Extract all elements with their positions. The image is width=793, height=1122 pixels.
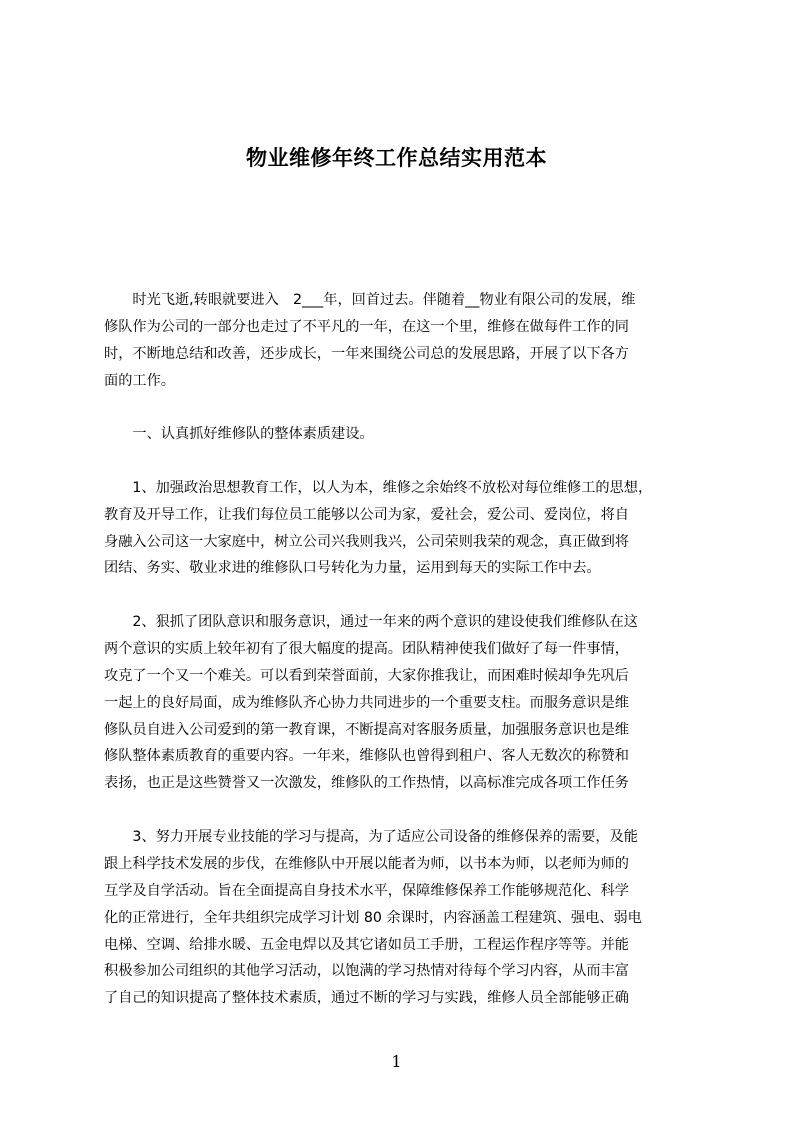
paragraph-line: 修队整体素质教育的重要内容。一年来，维修队也曾得到租户、客人无数次的称赞和 <box>104 748 629 764</box>
section-heading: 一、认真抓好维修队的整体素质建设。 <box>104 426 374 442</box>
paragraph-line: 两个意识的实质上较年初有了很大幅度的提高。团队精神使我们做好了每一件事情， <box>104 641 629 657</box>
paragraph-line: 1、加强政治思想教育工作，以人为本，维修之余始终不放松对每位维修工的思想， <box>104 480 653 496</box>
paragraph-line: 教育及开导工作，让我们每位员工能够以公司为家，爱社会，爱公司、爱岗位，将自 <box>104 507 629 523</box>
paragraph-line: 3、努力开展专业技能的学习与提高，为了适应公司设备的维修保养的需要，及能 <box>104 829 638 845</box>
paragraph-line: 了自己的知识提高了整体技术素质，通过不断的学习与实践，维修人员全部能够正确 <box>104 990 629 1006</box>
paragraph-line: 一起上的良好局面，成为维修队齐心协力共同进步的一个重要支柱。而服务意识是维 <box>104 695 629 711</box>
page-number: 1 <box>391 1052 402 1071</box>
paragraph-line: 团结、务实、敬业求进的维修队口号转化为力量，运用到每天的实际工作中去。 <box>104 560 601 576</box>
document-title: 物业维修年终工作总结实用范本 <box>246 146 547 170</box>
paragraph-line: 电梯、空调、给排水暖、五金电焊以及其它诸如员工手册，工程运作程序等等。并能 <box>104 937 629 953</box>
paragraph-line: 积极参加公司组织的其他学习活动，以饱满的学习热情对待每个学习内容，从而丰富 <box>104 963 629 979</box>
paragraph-line: 表扬，也正是这些赞誉又一次激发，维修队的工作热情，以高标准完成各项工作任务 <box>104 775 629 791</box>
paragraph-line: 互学及自学活动。旨在全面提高自身技术水平，保障维修保养工作能够规范化、科学 <box>104 883 629 899</box>
paragraph-line: 修队员自进入公司爱到的第一教育课，不断提高对客服务质量，加强服务意识也是维 <box>104 722 629 738</box>
paragraph-line: 化的正常进行，全年共组织完成学习计划 80 余课时，内容涵盖工程建筑、强电、弱电 <box>104 910 642 926</box>
paragraph-line: 修队作为公司的一部分也走过了不平凡的一年，在这一个里，维修在做每件工作的同 <box>104 319 629 335</box>
paragraph-line: 2、狠抓了团队意识和服务意识，通过一年来的两个意识的建设使我们维修队在这 <box>104 614 638 630</box>
paragraph-line: 跟上科学技术发展的步伐，在维修队中开展以能者为师，以书本为师，以老师为师的 <box>104 856 629 872</box>
paragraph-line: 时光飞逝,转眼就要进入 2___年，回首过去。伴随着__物业有限公司的发展，维 <box>104 292 636 308</box>
paragraph-line: 攻克了一个又一个难关。可以看到荣誉面前，大家你推我让，而困难时候却争先巩后 <box>104 668 629 684</box>
paragraph-line: 面的工作。 <box>104 373 175 389</box>
paragraph-line: 时，不断地总结和改善，还步成长，一年来围绕公司总的发展思路，开展了以下各方 <box>104 346 629 362</box>
paragraph-line: 身融入公司这一大家庭中，树立公司兴我则我兴，公司荣则我荣的观念，真正做到将 <box>104 534 629 550</box>
